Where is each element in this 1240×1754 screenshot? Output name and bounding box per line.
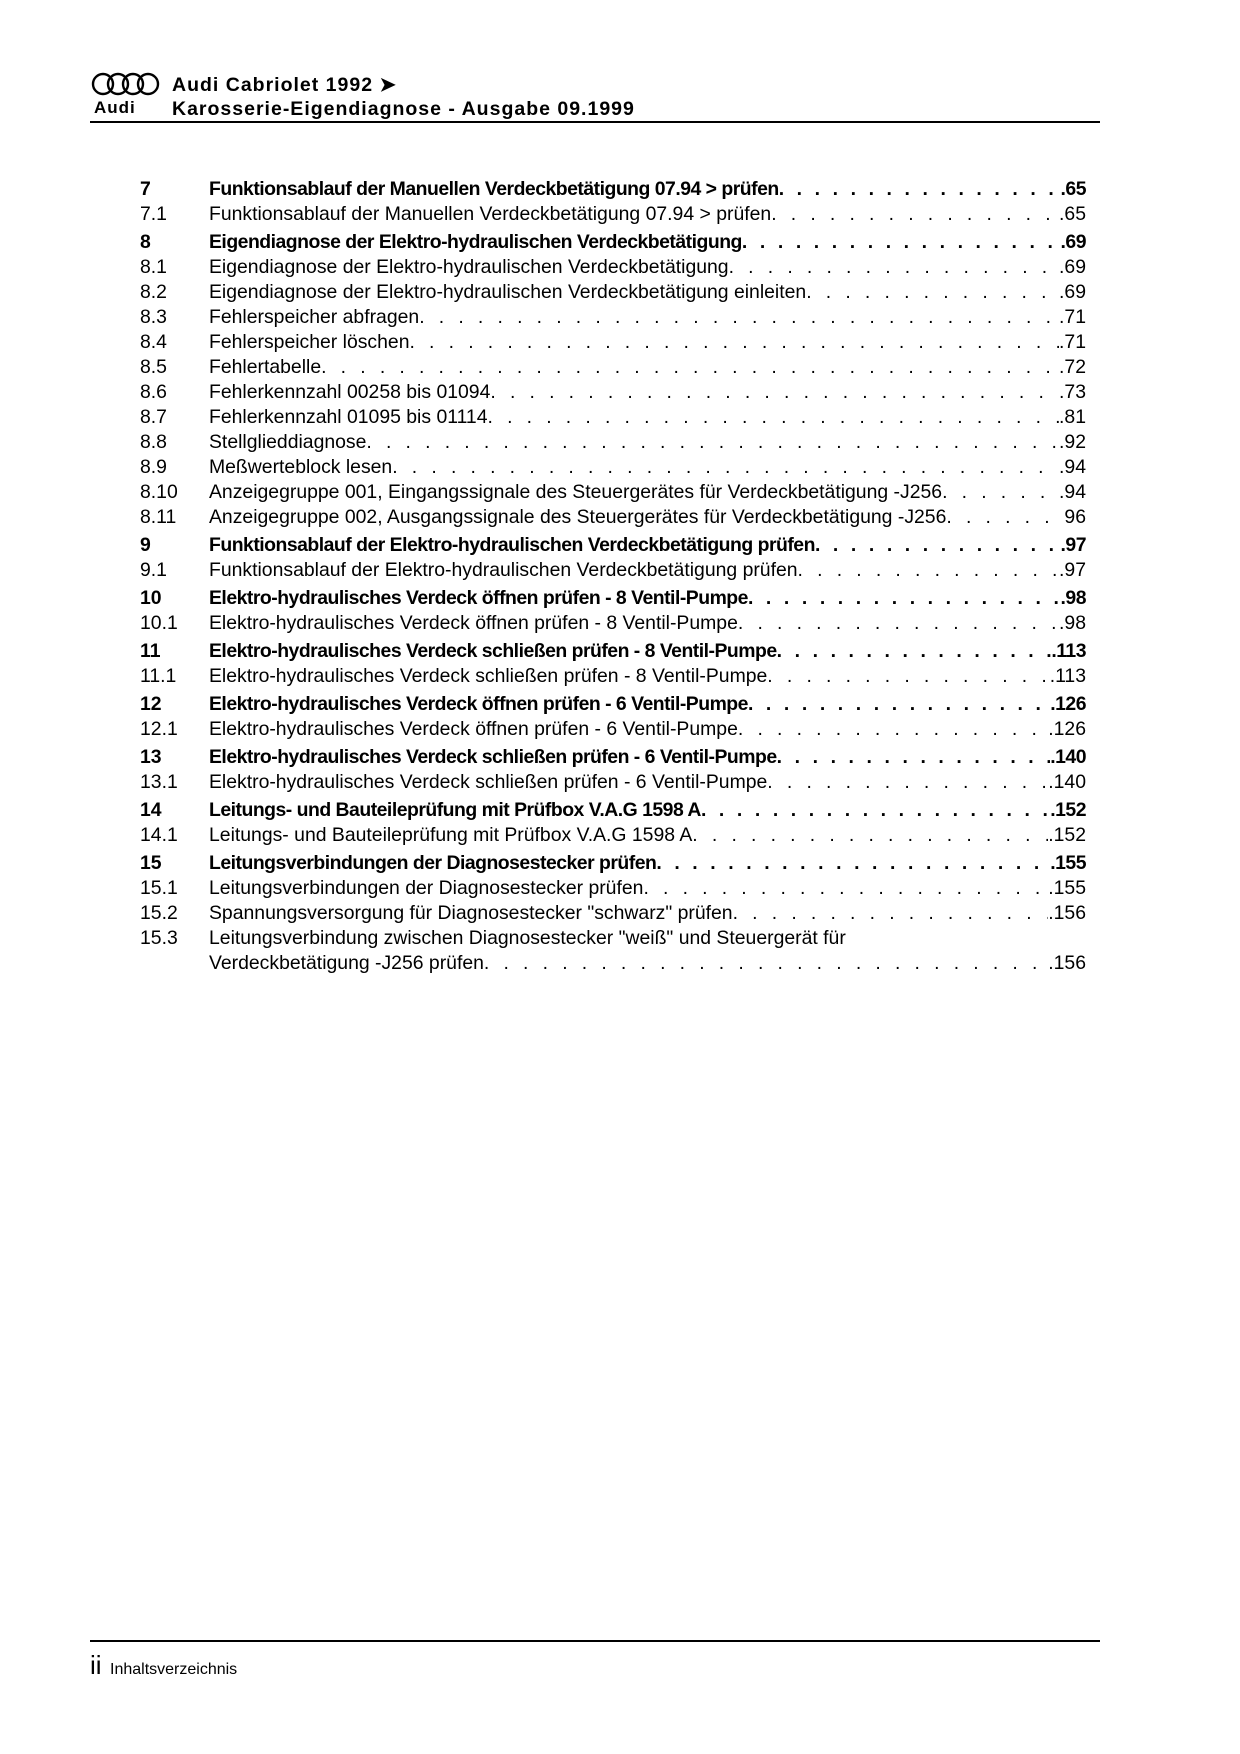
toc-entry-number: 8.11 [140,506,177,528]
dot-leader [488,405,1060,430]
document-subtitle: Karosserie-Eigendiagnose - Ausgabe 09.1999 [172,98,635,120]
toc-section-entry[interactable] [140,664,1086,689]
toc-entry-number: 11.1 [140,665,177,687]
dot-leader [490,380,1059,405]
dot-leader [815,533,1061,558]
toc-chapter-entry[interactable] [140,230,1086,255]
dot-leader [798,558,1059,583]
dot-leader [692,823,1048,848]
toc-entry-page: .69 [1059,256,1086,278]
toc-chapter-entry[interactable] [140,851,1086,876]
toc-section-entry[interactable] [140,330,1086,355]
toc-section-entry[interactable] [140,255,1086,280]
toc-entry-page: .98 [1060,587,1086,609]
toc-entry-title: Fehlerkennzahl 00258 bis 01094 [209,381,491,403]
toc-entry-number: 10.1 [140,612,178,634]
toc-entry-page: .69 [1059,281,1086,303]
toc-entry-number: 15 [140,852,162,874]
toc-entry-title: Stellglieddiagnose [209,431,367,453]
toc-entry-page: .113 [1049,665,1086,687]
toc-entry-title: Fehlerkennzahl 01095 bis 01114 [209,406,488,428]
toc-section-entry[interactable] [140,305,1086,330]
toc-entry-number: 12.1 [140,718,178,740]
dot-leader [777,745,1051,770]
dot-leader [779,177,1061,202]
toc-entry-page: .140 [1050,746,1086,768]
toc-chapter-entry[interactable] [140,692,1086,717]
toc-entry-number: 8.5 [140,356,167,378]
toc-section-entry[interactable] [140,202,1086,227]
dot-leader [806,280,1059,305]
toc-entry-page: .81 [1059,406,1086,428]
toc-section-entry[interactable] [140,505,1086,530]
dot-leader [738,717,1048,742]
toc-entry-title: Elektro-hydraulisches Verdeck öffnen prüfen - 6 Ventil-Pumpe [209,718,738,740]
toc-entry-page: .94 [1059,456,1086,478]
dot-leader [777,639,1052,664]
toc-entry-page: .65 [1060,178,1086,200]
toc-entry-title: Elektro-hydraulisches Verdeck öffnen prüfen - 8 Ventil-Pumpe [209,612,738,634]
audi-wordmark: Audi [94,98,136,117]
toc-entry-number: 15.2 [140,902,178,924]
toc-entry-number: 15.3 [140,927,178,949]
dot-leader [729,255,1059,280]
toc-entry-number: 11 [140,640,161,662]
dot-leader [419,305,1059,330]
toc-entry-number: 8.1 [140,256,167,278]
dot-leader [366,430,1059,455]
dot-leader [409,330,1059,355]
toc-entry-title: Fehlerspeicher löschen [209,331,410,353]
toc-entry-page: .113 [1051,640,1086,662]
header-rule [90,121,1100,123]
toc-entry-number: 13 [140,746,162,768]
footer-label: Inhaltsverzeichnis [110,1661,238,1678]
toc-entry-number: 10 [140,587,162,609]
toc-entry-page: .69 [1060,231,1086,253]
audi-rings-icon [90,72,162,96]
toc-entry-title: Eigendiagnose der Elektro-hydraulischen Verdeckbetätigung [209,231,742,253]
toc-entry-page: .126 [1050,693,1086,715]
toc-section-entry[interactable] [140,280,1086,305]
toc-entry-page: .140 [1048,771,1086,793]
toc-entry-number: 8.8 [140,431,167,453]
dot-leader [392,455,1059,480]
toc-entry-title: Elektro-hydraulisches Verdeck öffnen prüfen - 6 Ventil-Pumpe [209,693,748,715]
audi-logo [90,72,164,118]
toc-section-entry[interactable] [140,480,1086,505]
toc-entry-page: .65 [1059,203,1086,225]
dot-leader [748,586,1061,611]
dot-leader [767,664,1049,689]
toc-section-entry[interactable] [140,717,1086,742]
dot-leader [946,505,1064,530]
toc-chapter-entry[interactable] [140,586,1086,611]
toc-section-entry[interactable] [140,770,1086,795]
toc-entry-title: Fehlertabelle [209,356,322,378]
toc-entry-number: 14.1 [140,824,178,846]
toc-entry-title: Eigendiagnose der Elektro-hydraulischen Verdeckbetätigung einleiten [209,281,807,303]
dot-leader [484,951,1048,976]
toc-chapter-entry[interactable] [140,745,1086,770]
toc-entry-title: Leitungsverbindungen der Diagnosestecker prüfen [209,852,657,874]
toc-chapter-entry[interactable] [140,798,1086,823]
toc-entry-title: Funktionsablauf der Elektro-hydraulischen Verdeckbetätigung prüfen [209,534,815,556]
dot-leader [767,770,1048,795]
toc-entry-page: .155 [1048,877,1086,899]
toc-section-entry[interactable] [140,455,1086,480]
footer-rule [90,1640,1100,1642]
toc-entry-number: 9.1 [140,559,167,581]
toc-section-entry[interactable] [140,430,1086,455]
toc-entry-title: Leitungsverbindung zwischen Diagnosestecker "weiß" und Steuergerät für [209,927,846,949]
toc-entry-number: 8.4 [140,331,167,353]
toc-entry-title: Eigendiagnose der Elektro-hydraulischen Verdeckbetätigung [209,256,729,278]
toc-entry-title: Anzeigegruppe 002, Ausgangssignale des Steuergerätes für Verdeckbetätigung -J256 [209,506,947,528]
dot-leader [738,611,1059,636]
document-title: Audi Cabriolet 1992 ➤ [172,74,397,96]
toc-entry-page: .152 [1048,824,1086,846]
dot-leader [942,480,1059,505]
toc-section-entry[interactable] [140,405,1086,430]
toc-entry-number: 12 [140,693,162,715]
toc-entry-title: Anzeigegruppe 001, Eingangssignale des Steuergerätes für Verdeckbetätigung -J256 [209,481,943,503]
toc-entry-page: .73 [1059,381,1086,403]
toc-entry-title: Elektro-hydraulisches Verdeck schließen prüfen - 6 Ventil-Pumpe [209,771,768,793]
toc-chapter-entry[interactable] [140,533,1086,558]
toc-entry-number: 8.3 [140,306,167,328]
toc-entry-page: .98 [1059,612,1086,634]
toc-section-entry[interactable] [140,380,1086,405]
toc-entry-page: .126 [1048,718,1086,740]
toc-entry-page: .156 [1048,952,1086,974]
toc-entry-number: 8.6 [140,381,167,403]
table-of-contents [140,177,1086,976]
toc-entry-page: .156 [1048,902,1086,924]
toc-entry-title: Funktionsablauf der Elektro-hydraulischen Verdeckbetätigung prüfen [209,559,798,581]
toc-entry-page: .72 [1059,356,1086,378]
toc-entry-title: Elektro-hydraulisches Verdeck schließen prüfen - 6 Ventil-Pumpe [209,746,777,768]
dot-leader [733,901,1049,926]
dot-leader [643,876,1048,901]
toc-entry-page: .71 [1059,331,1086,353]
toc-entry-number: 8.10 [140,481,178,503]
toc-entry-page: .92 [1059,431,1086,453]
toc-entry-page: .94 [1059,481,1086,503]
toc-section-entry[interactable] [140,611,1086,636]
toc-section-entry[interactable] [140,876,1086,901]
toc-entry-title: Elektro-hydraulisches Verdeck öffnen prüfen - 8 Ventil-Pumpe [209,587,748,609]
toc-entry-number: 8.2 [140,281,167,303]
dot-leader [742,230,1061,255]
toc-entry-title-continued: Verdeckbetätigung -J256 prüfen [209,952,484,974]
dot-leader [748,692,1050,717]
toc-entry-page: 96 [1064,506,1086,528]
dot-leader [771,202,1059,227]
toc-entry-title: Leitungs- und Bauteileprüfung mit Prüfbox V.A.G 1598 A [209,799,701,821]
toc-entry-title: Leitungsverbindungen der Diagnosestecker prüfen [209,877,644,899]
dot-leader [656,851,1050,876]
toc-entry-number: 8.9 [140,456,167,478]
toc-entry-title: Funktionsablauf der Manuellen Verdeckbetätigung 07.94 > prüfen [209,178,779,200]
toc-entry-title: Elektro-hydraulisches Verdeck schließen prüfen - 8 Ventil-Pumpe [209,665,768,687]
toc-entry-title: Fehlerspeicher abfragen [209,306,420,328]
toc-section-entry[interactable] [140,823,1086,848]
toc-entry-number: 14 [140,799,162,821]
toc-entry-page: .97 [1059,559,1086,581]
toc-entry-number: 7 [140,178,151,200]
toc-entry-page: .152 [1050,799,1086,821]
toc-entry-number: 8 [140,231,151,253]
toc-entry-number: 13.1 [140,771,178,793]
toc-entry-number: 15.1 [140,877,178,899]
toc-chapter-entry[interactable] [140,639,1086,664]
toc-entry-title: Meßwerteblock lesen [209,456,393,478]
toc-section-entry[interactable] [140,901,1086,926]
toc-section-entry[interactable] [140,558,1086,583]
toc-entry-number: 7.1 [140,203,167,225]
toc-entry-number: 9 [140,534,151,556]
toc-section-entry[interactable] [140,355,1086,380]
page-header [90,70,1100,122]
toc-entry-page: .97 [1060,534,1086,556]
page-number: ii [90,1650,102,1680]
dot-leader [701,798,1050,823]
toc-entry-title: Spannungsversorgung für Diagnosestecker "schwarz" prüfen [209,902,733,924]
toc-entry-number: 8.7 [140,406,167,428]
toc-chapter-entry[interactable] [140,177,1086,202]
toc-section-entry[interactable] [140,926,1086,976]
toc-entry-page: .155 [1050,852,1086,874]
toc-entry-title: Elektro-hydraulisches Verdeck schließen prüfen - 8 Ventil-Pumpe [209,640,777,662]
toc-entry-title: Leitungs- und Bauteileprüfung mit Prüfbox V.A.G 1598 A [209,824,693,846]
dot-leader [321,355,1059,380]
toc-entry-page: .71 [1059,306,1086,328]
toc-entry-title: Funktionsablauf der Manuellen Verdeckbetätigung 07.94 > prüfen [209,203,772,225]
